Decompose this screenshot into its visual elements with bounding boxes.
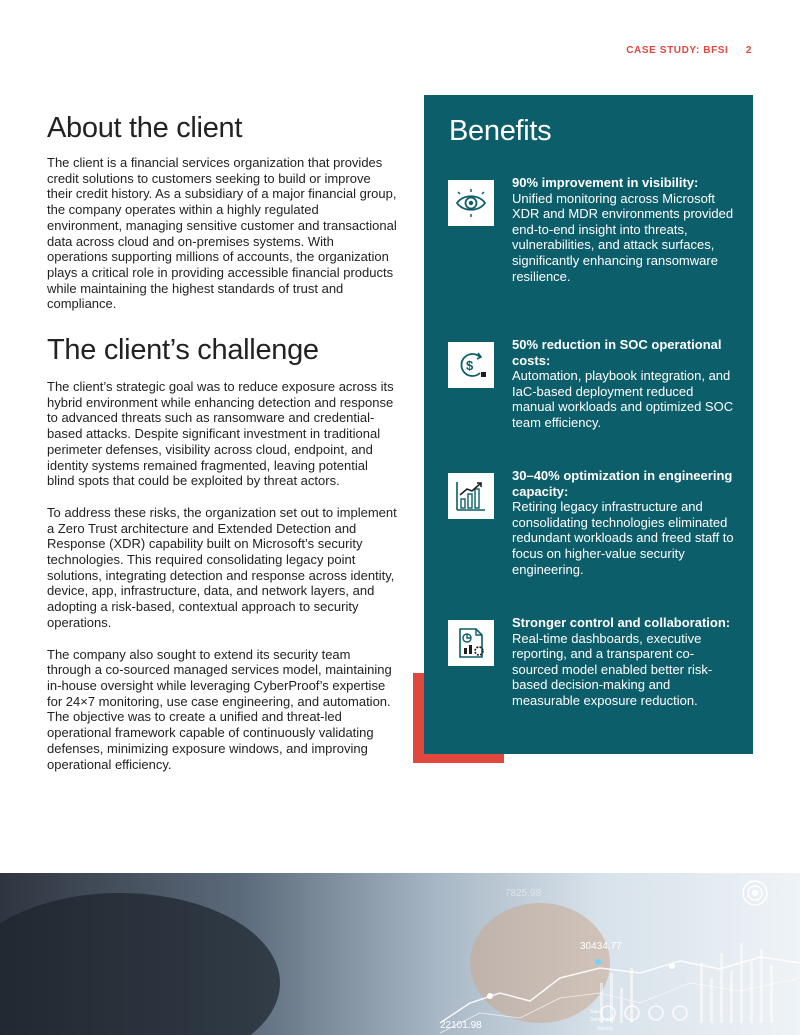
about-title: About the client [47,112,243,144]
eye-icon [448,180,494,226]
challenge-paragraph: The client’s strategic goal was to reduce exposure across its hybrid environment while enhancing detection and response to advanced threats such as ransomware and credential-based attacks. Despite significant investment in traditional perimeter defenses, visibility across cloud, endpoint, and identity systems remained fragmented, leaving potential blind spots that could be exploited by threat actors. [47,379,394,489]
left-column [47,112,397,772]
report-dashboard-icon [448,620,494,666]
benefit-description: Real-time dashboards, executive reporting, and a transparent co-sourced model enabled better risk-based decision-making and measurable exposure reduction. [512,630,713,708]
page-header [626,45,752,56]
page-number: 2 [745,45,752,56]
chart-value-label: Sales [590,1009,603,1015]
benefit-heading: 50% reduction in SOC operational costs: [512,337,722,368]
benefits-title: Benefits [449,115,552,147]
chart-value-label: 30434.77 [580,941,622,952]
case-study-label: CASE STUDY: BFSI [626,45,729,56]
challenge-section [47,334,397,772]
benefit-description: Retiring legacy infrastructure and consolidating technologies eliminated redundant workloads and freed staff to focus on higher-value security engineering. [512,499,734,577]
challenge-paragraph: The company also sought to extend its security team through a co-sourced managed services model, maintaining in-house oversight while leveraging CyberProof’s expertise for 24×7 monitoring, use case engineering, and automation. The objective was to create a unified and threat-led operational framework capable of continuously validating defenses, minimizing exposure windows, and improving operational efficiency. [47,646,392,772]
benefit-heading: 30–40% optimization in engineering capacity: [512,468,733,499]
benefit-description: Automation, playbook integration, and IaC-based deployment reduced manual workloads and optimized SOC team efficiency. [512,368,734,430]
about-section [47,112,397,312]
cost-reduction-icon [448,342,494,388]
benefit-heading: 90% improvement in visibility: [512,175,699,190]
chart-value-label: 22101.98 [440,1020,482,1031]
chart-graphic [0,873,800,1035]
financial-analytics-photo [0,873,800,1035]
challenge-title: The client’s challenge [47,334,319,367]
chart-value-label: Series plan [590,1017,616,1023]
benefit-heading: Stronger control and collaboration: [512,615,731,630]
growth-chart-icon [448,473,494,519]
chart-value-label: 7825.98 [505,888,542,899]
svg-text:$: $ [466,358,474,373]
chart-value-label: Weekly [597,1026,614,1032]
about-body: The client is a financial services organization that provides credit solutions to customers seeking to build or improve their credit history. As a subsidiary of a major financial group, the company operates within a highly regulated environment, managing sensitive customer and transactional data across cloud and on-premises systems. With operations supporting millions of accounts, the organization plays a critical role in providing accessible financial products while maintaining the highest standards of trust and compliance. [47,155,397,312]
benefits-panel [424,95,753,754]
benefit-description: Unified monitoring across Microsoft XDR and MDR environments provided end-to-end insight into threats, vulnerabilities, and attack surfaces, significantly enhancing ransomware resilience. [512,190,734,284]
challenge-paragraph: To address these risks, the organization set out to implement a Zero Trust architecture and Extended Detection and Response (XDR) capability built on Microsoft’s security technologies. This required consolidating legacy point solutions, integrating detection and response across identity, device, app, infrastructure, data, and network layers, and adopting a risk-based, contextual approach to security operations. [47,504,397,630]
